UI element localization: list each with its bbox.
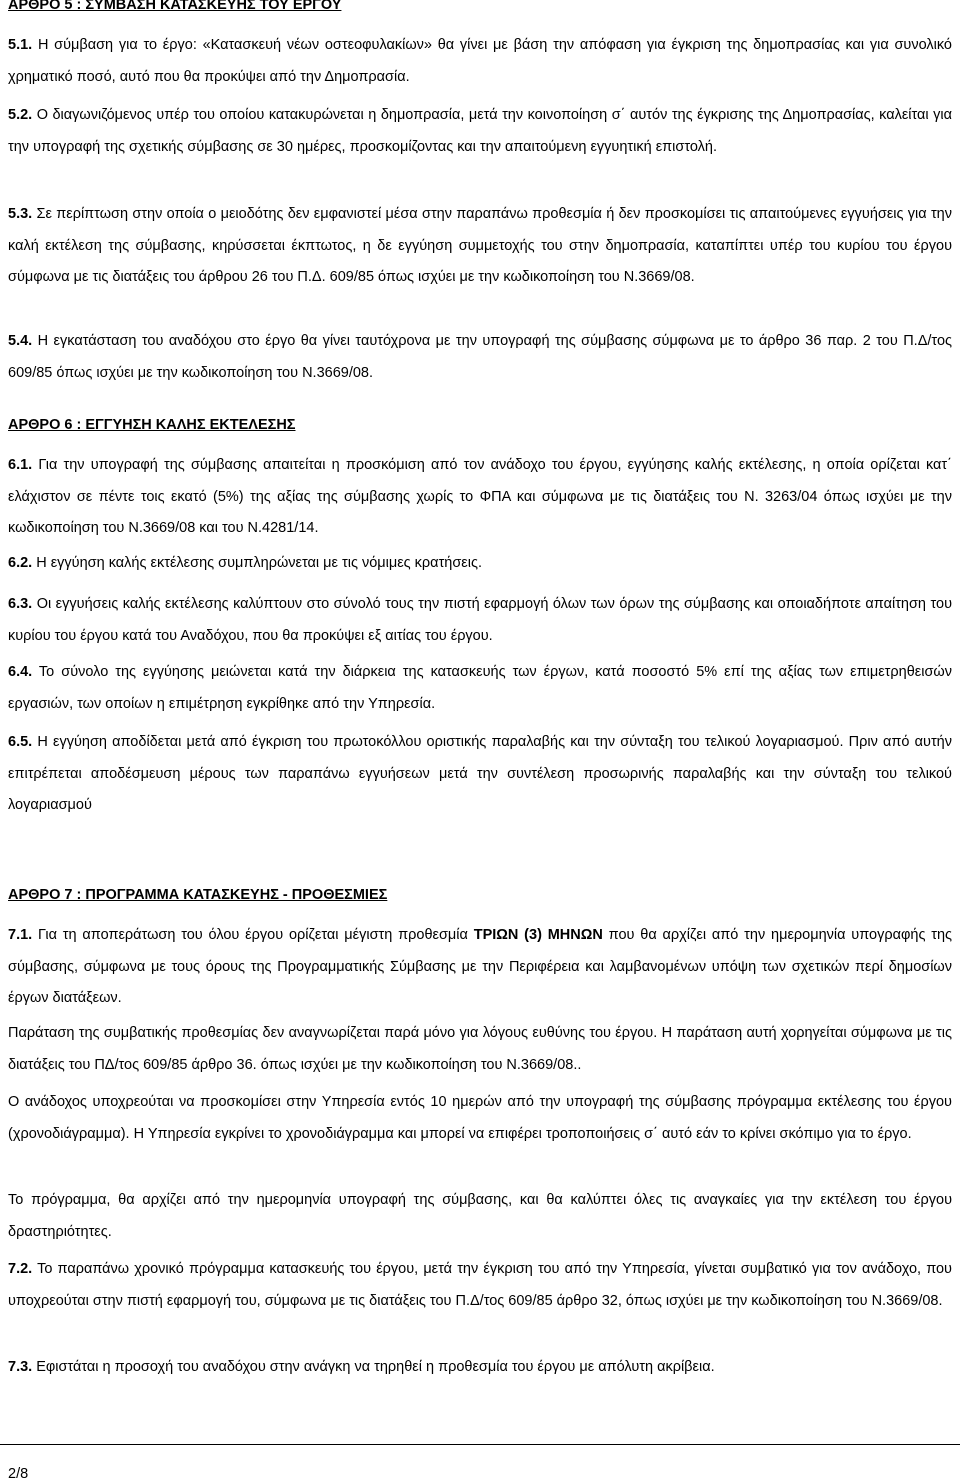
paragraph-6-3 (8, 589, 952, 652)
deadline-emphasis: ΤΡΙΩΝ (3) ΜΗΝΩΝ (473, 927, 603, 943)
paragraph-7-3 (8, 1352, 952, 1384)
paragraph-5-1 (8, 30, 952, 93)
paragraph-text: Ο διαγωνιζόμενος υπέρ του οποίου κατακυρώνεται η δημοπρασία, μετά την κοινοποίηση σ΄ αυτόν της έγκρισης της Δημοπρασίας, καλείται για την υπογραφή της σχετικής σύμβασης σε 30 ημέρες, προσκομίζοντας και την απαιτούμενη εγγυητική επιστολή. (8, 107, 952, 155)
paragraph-text: Παράταση της συμβατικής προθεσμίας δεν αναγνωρίζεται παρά μόνο για λόγους ευθύνης του έργου. Η παράταση αυτή χορηγείται σύμφωνα με τις διατάξεις του ΠΔ/τος 609/85 άρθρο 36. όπως ισχύει με την κωδικοποίηση του Ν.3669/08.. (8, 1025, 952, 1073)
paragraph-text: Σε περίπτωση στην οποία ο μειοδότης δεν εμφανιστεί μέσα στην παραπάνω προθεσμία ή δεν προσκομίσει τις απαιτούμενες εγγυήσεις για την καλή εκτέλεση της σύμβασης, κηρύσσεται έκπτωτος, η δε εγγύηση συμμετοχής του στην δημοπρασία, καταπίπτει υπέρ του κυρίου του έργου σύμφωνα με τις διατάξεις του άρθρου 26 του Π.Δ. 609/85 όπως ισχύει με την κωδικοποίηση του Ν.3669/08. (8, 206, 953, 286)
paragraph-number: 6.4. (8, 664, 33, 680)
paragraph-text: Η εγκατάσταση του αναδόχου στο έργο θα γίνει ταυτόχρονα με την υπογραφή της σύμβασης σύμφωνα με το άρθρο 36 παρ. 2 του Π.Δ/τος 609/85 όπως ισχύει με την κωδικοποίηση του Ν.3669/08. (8, 333, 952, 381)
article-5-heading: ΑΡΘΡΟ 5 : ΣΥΜΒΑΣΗ ΚΑΤΑΣΚΕΥΗΣ ΤΟΥ ΕΡΓΟΥ (8, 0, 342, 13)
paragraph-7-2 (8, 1254, 952, 1317)
paragraph-number: 6.5. (8, 734, 33, 750)
footer-divider (0, 1444, 960, 1445)
paragraph-number: 5.1. (8, 37, 33, 53)
paragraph-text: Η σύμβαση για το έργο: «Κατασκευή νέων οστεοφυλακίων» θα γίνει με βάση την απόφαση για έγκριση της δημοπρασίας και για συνολικό χρηματικό ποσό, αυτό που θα προκύψει από την Δημοπρασία. (8, 37, 952, 85)
paragraph-text: Οι εγγυήσεις καλής εκτέλεσης καλύπτουν στο σύνολό τους την πιστή εφαρμογή όλων των όρων της σύμβασης και οποιαδήποτε απαίτηση του κυρίου του έργου κατά του Αναδόχου, που θα προκύψει εξ αιτίας του έργου. (8, 596, 952, 644)
paragraph-number: 5.3. (8, 206, 33, 222)
paragraph-5-3 (8, 199, 952, 294)
paragraph-text: Η εγγύηση καλής εκτέλεσης συμπληρώνεται με τις νόμιμες κρατήσεις. (36, 555, 483, 571)
paragraph-text: Το σύνολο της εγγύησης μειώνεται κατά την διάρκεια της κατασκευής των έργων, κατά ποσοστό 5% επί της αξίας των επιμετρηθεισών εργασιών, των οποίων η επιμέτρηση εγκρίθηκε από την Υπηρεσία. (8, 664, 952, 712)
paragraph-number: 5.2. (8, 107, 33, 123)
paragraph-text: Το παραπάνω χρονικό πρόγραμμα κατασκευής του έργου, μετά την έγκριση του από την Υπηρεσία, γίνεται συμβατικό για τον ανάδοχο, που υποχρεούται στην πιστή εφαρμογή του, σύμφωνα με τις διατάξεις του Π.Δ/τος 609/85 άρθρο 32, όπως ισχύει με την κωδικοποίηση του Ν.3669/08. (8, 1261, 952, 1309)
paragraph-number: 7.1. (8, 927, 33, 943)
paragraph-number: 6.2. (8, 555, 33, 571)
paragraph-number: 5.4. (8, 333, 33, 349)
paragraph-text: Η εγγύηση αποδίδεται μετά από έγκριση του πρωτοκόλλου οριστικής παραλαβής και την σύνταξη του τελικού λογαριασμού. Πριν από αυτήν επιτρέπεται αποδέσμευση μέρους των παραπάνω εγγυήσεων μετά την συντέλεση προσωρινής παραλαβής και την σύνταξη του τελικού λογαριασμού (8, 734, 953, 814)
paragraph-number: 7.3. (8, 1359, 33, 1375)
paragraph-number: 6.1. (8, 457, 33, 473)
paragraph-6-4 (8, 657, 952, 720)
paragraph-5-4 (8, 326, 952, 389)
paragraph-7-1-extension (8, 1018, 952, 1081)
paragraph-text: που θα αρχίζει από την ημερομηνία υπογραφής της σύμβασης, σύμφωνα με τους όρους της Προγραμματικής Σύμβασης με την Περιφέρεια και λαμβανομένων υπόψη των σχετικών περί δημοσίων έργων διατάξεων. (8, 927, 953, 1007)
paragraph-text: Εφιστάται η προσοχή του αναδόχου στην ανάγκη να τηρηθεί η προθεσμία του έργου με απόλυτη ακρίβεια. (36, 1359, 715, 1375)
paragraph-text: Ο ανάδοχος υποχρεούται να προσκομίσει στην Υπηρεσία εντός 10 ημερών από την υπογραφή της σύμβασης πρόγραμμα εκτέλεσης του έργου (χρονοδιάγραμμα). Η Υπηρεσία εγκρίνει το χρονοδιάγραμμα και μπορεί να επιφέρει τροποποιήσεις σ΄ αυτό εάν το κρίνει σκόπιμο για το έργο. (8, 1094, 952, 1142)
paragraph-6-1 (8, 450, 952, 545)
paragraph-number: 6.3. (8, 596, 33, 612)
paragraph-5-2 (8, 100, 952, 163)
article-6-heading: ΑΡΘΡΟ 6 : ΕΓΓΥΗΣΗ ΚΑΛΗΣ ΕΚΤΕΛΕΣΗΣ (8, 417, 296, 433)
paragraph-number: 7.2. (8, 1261, 33, 1277)
page-number: 2/8 (8, 1466, 29, 1482)
paragraph-text: Για την υπογραφή της σύμβασης απαιτείται η προσκόμιση από τον ανάδοχο του έργου, εγγύησης καλής εκτέλεσης, η οποία ορίζεται κατ΄ ελάχιστον σε πέντε τοις εκατό (5%) της αξίας της σύμβασης χωρίς το ΦΠΑ και σύμφωνα με τις διατάξεις του Ν. 3263/04 όπως ισχύει με την κωδικοποίηση του Ν.3669/08 και του Ν.4281/14. (8, 457, 952, 537)
paragraph-7-1-program (8, 1185, 952, 1248)
paragraph-6-5 (8, 727, 952, 822)
paragraph-7-1-schedule (8, 1087, 952, 1150)
paragraph-6-2 (8, 548, 952, 580)
article-7-heading: ΑΡΘΡΟ 7 : ΠΡΟΓΡΑΜΜΑ ΚΑΤΑΣΚΕΥΗΣ - ΠΡΟΘΕΣΜΙΕΣ (8, 887, 388, 903)
paragraph-text: Για τη αποπεράτωση του όλου έργου ορίζεται μέγιστη προθεσμία (38, 927, 468, 943)
paragraph-text: Το πρόγραμμα, θα αρχίζει από την ημερομηνία υπογραφή της σύμβασης, και θα καλύπτει όλες τις αναγκαίες για την εκτέλεση του έργου δραστηριότητες. (8, 1192, 952, 1240)
paragraph-7-1 (8, 920, 952, 1015)
